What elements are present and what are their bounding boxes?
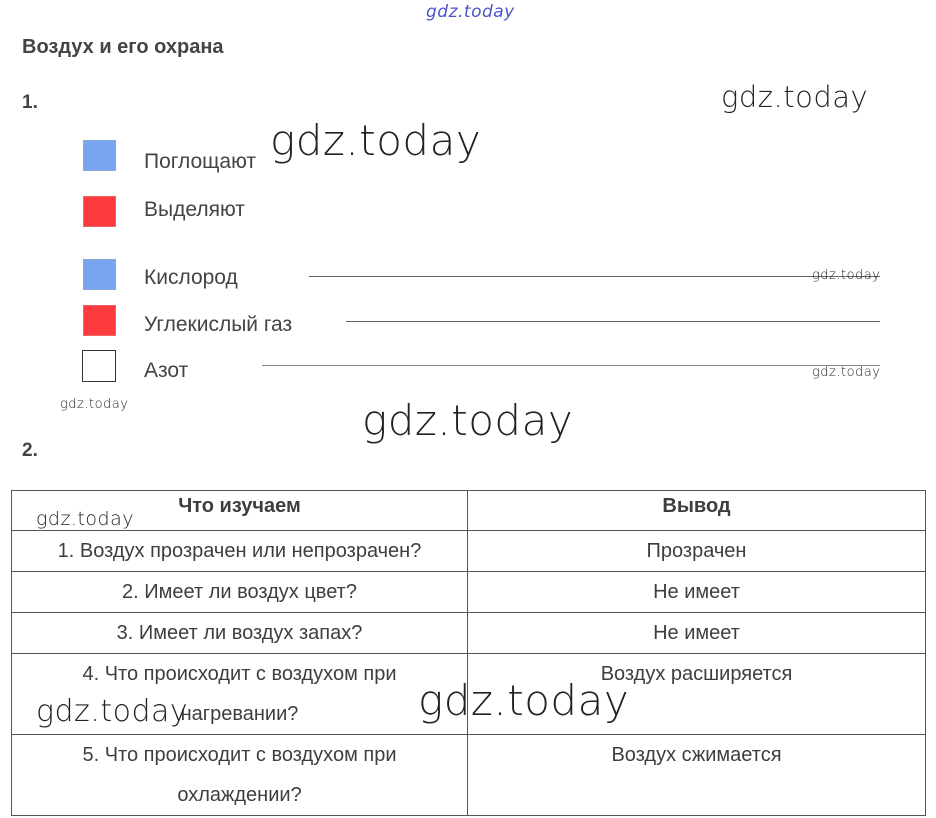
answer-cell: Воздух сжимается bbox=[468, 735, 926, 816]
watermark-large-1: gdz.today bbox=[721, 80, 869, 114]
results-table bbox=[11, 490, 926, 816]
table-row bbox=[12, 572, 926, 613]
question-cell: 1. Воздух прозрачен или непрозрачен? bbox=[12, 531, 468, 572]
co2-label: Углекислый газ bbox=[144, 313, 293, 336]
legend-absorb-swatch bbox=[83, 140, 116, 171]
answer-cell: Воздух расширяется bbox=[468, 654, 926, 735]
watermark-table: gdz.today bbox=[36, 508, 134, 530]
question-line: нагревании? bbox=[180, 703, 299, 725]
question-line: 4. Что происходит с воздухом при bbox=[82, 663, 397, 685]
legend-emit-label: Выделяют bbox=[144, 198, 245, 221]
question-1-number: 1. bbox=[22, 92, 38, 113]
nitrogen-label: Азот bbox=[144, 359, 189, 382]
legend-absorb-label: Поглощают bbox=[144, 150, 257, 173]
question-2-number: 2. bbox=[22, 440, 38, 461]
watermark-small-3: gdz.today bbox=[60, 397, 129, 412]
nitrogen-swatch bbox=[82, 350, 116, 382]
co2-answer-line bbox=[346, 321, 880, 322]
question-cell: 3. Имеет ли воздух запах? bbox=[12, 613, 468, 654]
table-row bbox=[12, 613, 926, 654]
header-conclusion: Вывод bbox=[468, 491, 926, 531]
watermark-small-2: gdz.today bbox=[812, 365, 881, 380]
table-header-row bbox=[12, 491, 926, 531]
answer-cell: Не имеет bbox=[468, 613, 926, 654]
oxygen-answer-line bbox=[309, 276, 880, 277]
question-line: охлаждении? bbox=[177, 784, 302, 806]
question-line: 5. Что происходит с воздухом при bbox=[82, 744, 397, 766]
table-row bbox=[12, 531, 926, 572]
watermark-large-5: gdz.today bbox=[418, 676, 630, 725]
watermark-large-2: gdz.today bbox=[270, 116, 482, 165]
watermark-top: gdz.today bbox=[426, 2, 515, 22]
table-row bbox=[12, 735, 926, 816]
legend-emit-swatch bbox=[83, 196, 116, 227]
nitrogen-answer-line bbox=[262, 365, 880, 366]
oxygen-swatch bbox=[83, 259, 116, 290]
question-cell bbox=[12, 735, 468, 816]
co2-swatch bbox=[83, 305, 116, 336]
oxygen-label: Кислород bbox=[144, 266, 238, 289]
section-title: Воздух и его охрана bbox=[22, 36, 224, 58]
watermark-large-3: gdz.today bbox=[362, 396, 574, 445]
question-cell: 2. Имеет ли воздух цвет? bbox=[12, 572, 468, 613]
answer-cell: Прозрачен bbox=[468, 531, 926, 572]
watermark-small-1: gdz.today bbox=[812, 268, 881, 283]
answer-cell: Не имеет bbox=[468, 572, 926, 613]
header-what-we-study: Что изучаем bbox=[12, 491, 468, 531]
watermark-large-4: gdz.today bbox=[36, 694, 189, 729]
